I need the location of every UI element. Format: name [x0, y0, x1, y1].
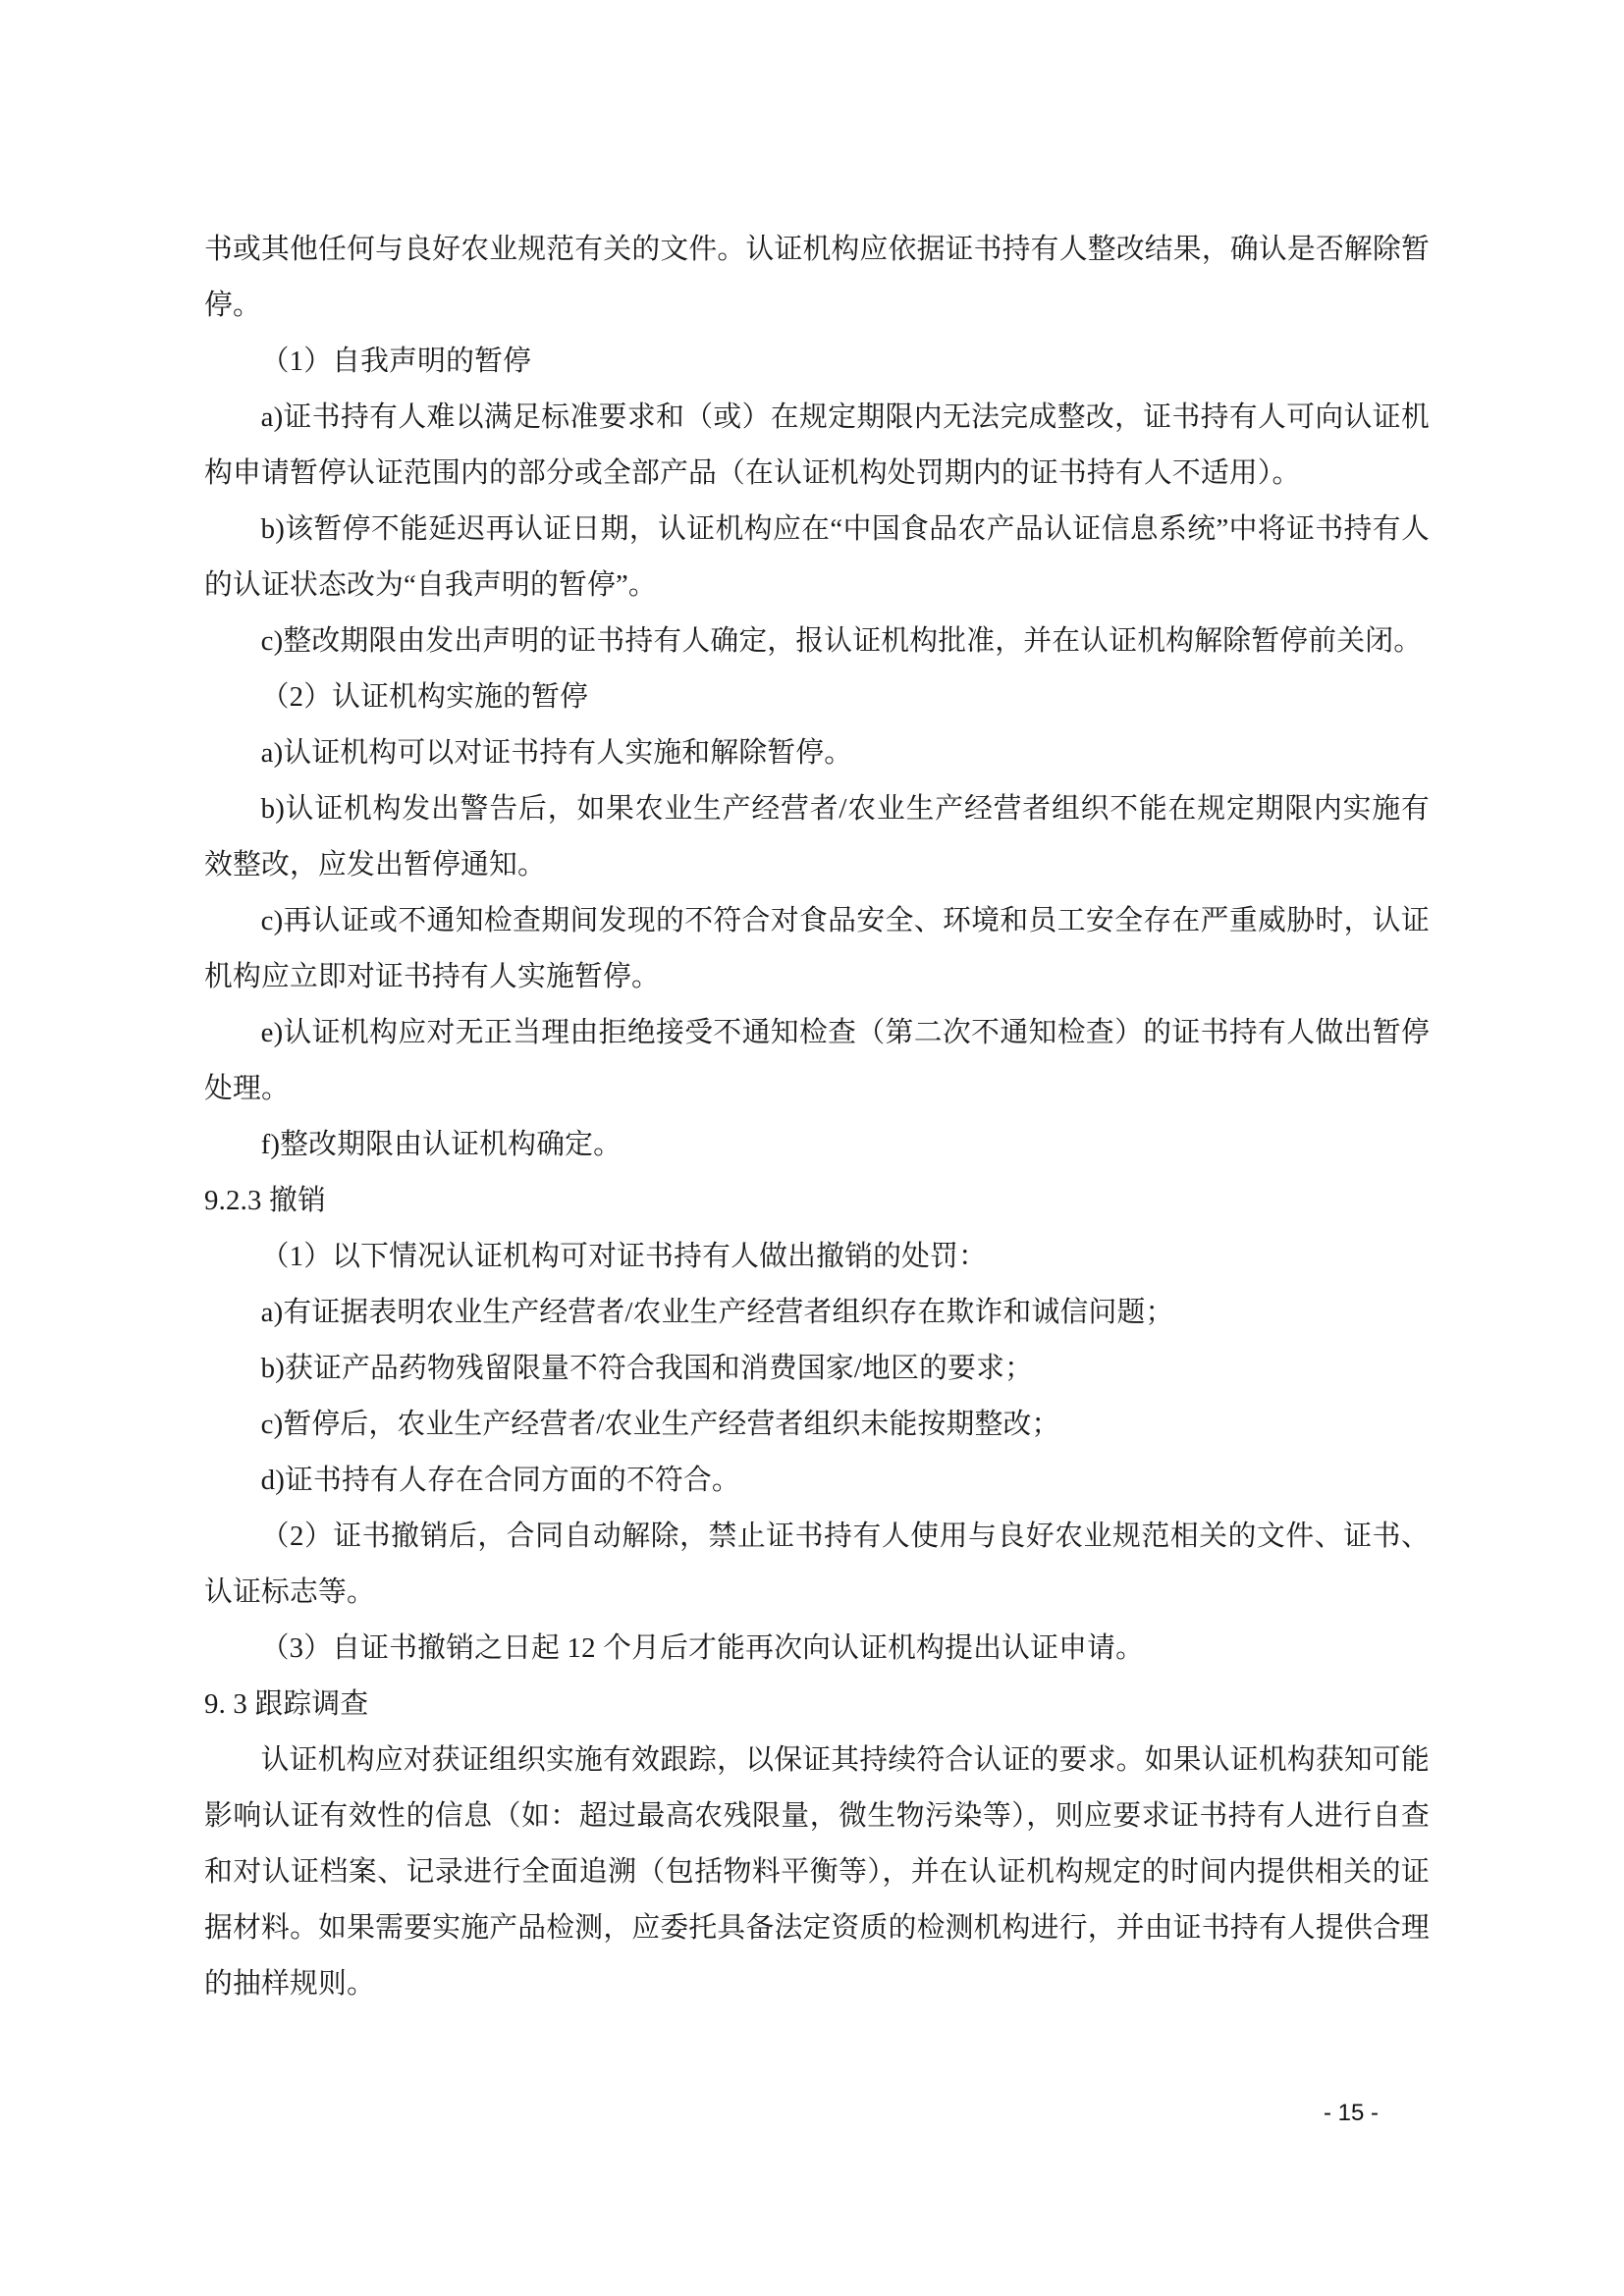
list-item-e2: e)认证机构应对无正当理由拒绝接受不通知检查（第二次不通知检查）的证书持有人做出暂停处理。	[204, 1017, 1430, 1104]
list-item-b3: b)获证产品药物残留限量不符合我国和消费国家/地区的要求；	[260, 1353, 1034, 1384]
list-item-3-reapply: （3）自证书撤销之日起 12 个月后才能再次向认证机构提出认证申请。	[260, 1632, 1145, 1664]
list-item-a3: a)有证据表明农业生产经营者/农业生产经营者组织存在欺诈和诚信问题；	[260, 1297, 1174, 1328]
list-item-c: c)整改期限由发出声明的证书持有人确定，报认证机构批准，并在认证机构解除暂停前关闭。	[260, 625, 1423, 657]
list-item-c2: c)再认证或不通知检查期间发现的不符合对食品安全、环境和员工安全存在严重威胁时，认证机构应立即对证书持有人实施暂停。	[204, 905, 1430, 992]
list-item-b: b)该暂停不能延迟再认证日期，认证机构应在“中国食品农产品认证信息系统”中将证书持有人的认证状态改为“自我声明的暂停”。	[204, 513, 1430, 601]
list-item-a2: a)认证机构可以对证书持有人实施和解除暂停。	[260, 737, 853, 769]
list-item-2-cb-suspension: （2）认证机构实施的暂停	[260, 681, 589, 713]
section-heading-9-3: 9. 3 跟踪调查	[204, 1688, 369, 1720]
list-item-1-self-declared: （1）自我声明的暂停	[260, 346, 532, 377]
list-item-d3: d)证书持有人存在合同方面的不符合。	[260, 1465, 740, 1496]
paragraph-continuation: 书或其他任何与良好农业规范有关的文件。认证机构应依据证书持有人整改结果，确认是否解除暂停。	[204, 234, 1430, 321]
list-item-1-revocation: （1）以下情况认证机构可对证书持有人做出撤销的处罚：	[260, 1241, 988, 1272]
list-item-c3: c)暂停后，农业生产经营者/农业生产经营者组织未能按期整改；	[260, 1409, 1060, 1440]
list-item-b2: b)认证机构发出警告后，如果农业生产经营者/农业生产经营者组织不能在规定期限内实施有效整改，应发出暂停通知。	[204, 793, 1430, 881]
page-number: - 15 -	[1323, 2100, 1379, 2126]
list-item-2-after-revoke: （2）证书撤销后，合同自动解除，禁止证书持有人使用与良好农业规范相关的文件、证书、认证标志等。	[204, 1521, 1430, 1608]
paragraph-tracking-survey: 认证机构应对获证组织实施有效跟踪，以保证其持续符合认证的要求。如果认证机构获知可能影响认证有效性的信息（如：超过最高农残限量，微生物污染等），则应要求证书持有人进行自查和对认证档案、记录进行全面追溯（包括物料平衡等），并在认证机构规定的时间内提供相关的证据材料。如果需要实施产品检测，应委托具备法定资质的检测机构进行，并由证书持有人提供合理的抽样规则。	[204, 1744, 1430, 2000]
list-item-a: a)证书持有人难以满足标准要求和（或）在规定期限内无法完成整改，证书持有人可向认证机构申请暂停认证范围内的部分或全部产品（在认证机构处罚期内的证书持有人不适用）。	[204, 401, 1430, 489]
section-heading-9-2-3: 9.2.3 撤销	[204, 1185, 326, 1216]
list-item-f2: f)整改期限由认证机构确定。	[260, 1129, 623, 1160]
document-body	[204, 222, 1430, 2012]
